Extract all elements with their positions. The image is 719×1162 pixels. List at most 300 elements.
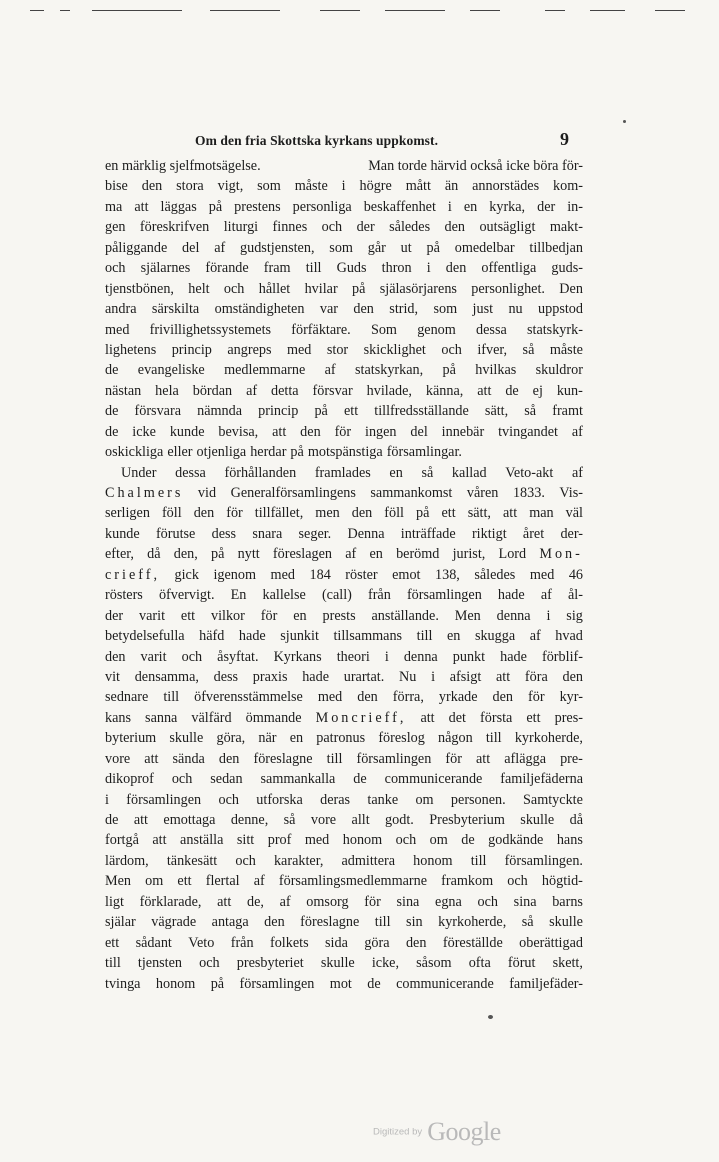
text-line [105,422,583,442]
text-word: annorstädes [472,178,540,195]
text-word: gen [105,219,126,236]
text-word: snara [252,525,283,542]
text-word: egna [435,893,462,910]
text-line [105,851,583,871]
text-word: församlingsmedlemmarne [278,873,428,890]
text-word: en [389,464,403,481]
text-word: honom [342,832,383,849]
text-word: Generalförsamlingens [230,485,356,501]
text-word: stora [176,178,204,195]
text-word: oskickliga [105,444,164,461]
text-word: seger. [298,525,332,542]
text-word: som [433,301,458,318]
text-word: våren [466,485,499,501]
text-word: nu [508,301,523,318]
text-word: kyrkoherde, [438,914,507,931]
text-word: att [477,382,492,399]
text-word: föreslagen [272,546,333,563]
text-word: således [474,566,516,583]
text-line [105,974,583,994]
text-word: en märklig sjelfmotsägelse. [105,158,261,174]
text-word: att [152,832,167,849]
text-word: kallad [451,464,487,481]
text-word: sin [406,914,423,931]
text-word: omsorg [306,893,349,910]
text-word: nästan [105,382,142,399]
text-line [105,176,583,196]
text-word: yrkade [438,689,478,706]
text-word: dessa [476,321,507,338]
text-word: 184 [309,566,331,583]
text-word: ej [532,382,543,399]
text-word: En [230,587,247,604]
text-word: tjensten [137,955,183,972]
text-line [105,892,583,912]
text-word: föreskrifven [139,219,210,236]
text-word: karakter, [273,852,324,869]
text-line [105,769,583,789]
text-word: tillfället, [254,505,304,522]
text-word: af [324,362,336,379]
text-word: till [416,628,433,645]
text-word: den [562,668,583,685]
text-word: utforska [256,791,303,808]
text-word: tvingandet [498,423,558,440]
text-line [105,933,583,953]
text-word: communicerande [396,975,494,992]
text-word: den [218,750,240,767]
text-word: den [445,260,467,277]
text-word: någon [438,730,473,747]
text-word: föra [524,668,548,685]
text-word: 46 [568,566,583,583]
text-word: högtid- [541,873,583,890]
text-word: försvar [312,382,353,399]
page-number: 9 [560,129,569,149]
text-word: efter, [105,546,134,563]
text-word: och [223,280,245,297]
text-word: varit [139,607,166,624]
text-word: häfd [199,628,225,645]
text-word: föll [384,505,404,522]
text-line [105,503,583,523]
text-line [105,790,583,810]
text-word: denne, [230,812,269,828]
text-word: helt [188,280,210,297]
text-word: föreslagne [253,750,313,767]
text-word: så [521,914,534,931]
text-word: Kyrkans [273,648,322,665]
text-word: åsyftat. [217,648,259,665]
text-word: tänkesätt [166,852,218,869]
text-word: sig [566,607,583,624]
text-word: emottaga [163,812,216,828]
text-word: till [470,852,487,869]
text-word: offentliga [481,260,537,277]
text-word: emot [392,566,421,583]
text-word: med [105,321,130,338]
text-word: praxis [252,668,288,685]
text-word: sådant [135,934,172,951]
text-word: sida [325,934,348,951]
text-word: prests [322,607,356,624]
text-word: personliga [292,198,352,215]
text-word: framkom [441,873,494,890]
text-word: man [529,505,554,522]
text-word: ett [180,607,196,624]
text-word: förblif- [541,648,583,665]
text-word: detta [271,382,299,399]
text-word: vigt, [217,178,244,195]
text-word: om [145,873,164,890]
text-line [105,544,583,564]
text-word: i [546,607,551,624]
text-word: göra, [216,730,246,747]
text-word: Lord [498,546,527,563]
text-word: kyrka, [489,198,526,215]
text-word: ömmande [245,709,302,726]
text-word: från [367,587,391,604]
text-word: och [105,260,126,277]
text-word: kom- [553,178,583,195]
text-word: sätt, [467,505,491,522]
text-word: de [105,423,119,440]
text-word: af [253,873,265,890]
text-word: föreslog [378,730,425,747]
text-word: genom [417,321,456,338]
text-line [105,585,583,605]
text-word: de [505,382,519,399]
text-word: röster [345,566,378,583]
text-word: familjefäderna [500,771,583,788]
text-word: crieff, [105,566,160,583]
text-word: i [384,648,389,665]
text-line [105,360,583,380]
text-word: der [537,198,556,215]
text-word: själar [105,914,136,931]
text-line [105,238,583,258]
text-word: förra, [392,689,424,706]
text-word: otjenliga [196,444,247,461]
text-word: motspänstiga [307,444,383,461]
text-word: och [477,893,498,910]
text-word: barns [552,893,583,910]
text-word: frivillighetssystemets [149,321,272,338]
text-line [105,258,583,278]
text-word: i [447,198,452,215]
text-word: vägrade [151,914,197,931]
text-word: urartat. [343,668,385,685]
text-word: af [571,464,583,481]
text-word: rösters [105,587,143,604]
text-word: framlades [314,464,371,481]
text-word: beskaffenhet [363,198,436,215]
text-word: den [353,301,374,318]
text-word: ifver, [477,341,508,358]
text-word: för [226,505,243,522]
text-word: Den [559,280,583,297]
text-word: sätt, [484,403,509,420]
text-word: de [105,403,119,420]
text-word: riktigt [471,525,507,542]
text-word: än [444,178,459,195]
text-word: Man torde härvid också icke böra för- [368,158,583,174]
text-word: punkt [452,648,486,665]
text-word: der- [560,525,583,542]
text-word: jurist, [452,546,486,563]
text-word: Veto-akt [505,464,554,481]
text-word: dess [211,525,237,542]
text-word: tillbedjan [529,239,583,256]
text-word: skuldror [535,362,583,379]
text-line [105,708,583,728]
text-line [105,483,583,503]
text-word: ett [526,709,541,726]
text-word: till [105,955,121,972]
text-word: omständigheten [214,301,305,318]
text-word: kunde [169,423,205,440]
text-line [105,647,583,667]
text-word: den [351,505,373,522]
text-word: afsigt [449,668,482,685]
text-word: prestens [234,198,281,215]
text-word: såsom [416,955,452,972]
text-word: på [290,444,304,461]
text-word: Denna [347,525,385,542]
text-word: honom [155,975,196,992]
text-word: dess [213,668,239,685]
text-word: ett [343,403,359,420]
text-word: communicerande [384,771,483,788]
text-word: i [105,791,109,808]
text-word: vore [105,750,131,767]
text-word: så [522,341,535,358]
text-word: den [264,914,285,931]
text-line [105,524,583,544]
text-word: hans [556,832,583,849]
text-line [105,728,583,748]
text-word: församlingen [126,791,202,808]
text-word: de, [246,893,264,910]
text-word: ofta [468,955,491,972]
text-word: den [357,689,378,706]
text-line [105,320,583,340]
text-word: icke [132,423,156,440]
text-word: att [144,750,159,767]
text-word: pres- [554,709,583,726]
text-word: för [334,423,352,440]
text-word: omedelbar [454,239,515,256]
text-word: till [485,730,502,747]
text-word: dessa [175,464,206,481]
text-word: ut [400,239,412,256]
text-line [105,912,583,932]
text-word: kans [105,709,132,726]
text-line [105,340,583,360]
running-title: Om den fria Skottska kyrkans uppkomst. [195,133,439,148]
watermark-prefix: Digitized by [373,1126,423,1138]
text-word: antaga [211,914,249,931]
text-word: Moncrieff, [315,709,407,726]
text-word: hvilade, [366,382,412,399]
text-line [105,749,583,769]
text-word: tanke [367,791,399,808]
text-word: (call) [321,587,352,604]
text-word: förhållanden [224,464,297,481]
text-line [105,401,583,421]
text-word: den, [173,546,198,563]
text-word: att [217,893,232,910]
text-word: hvad [555,628,583,645]
text-word: till [163,689,180,706]
text-word: församlingen [406,587,482,604]
text-word: herdar [250,444,287,461]
text-word: presbyteriet [236,955,304,972]
text-word: ingen [365,423,397,440]
text-word: statskyrkan, [355,362,424,379]
text-word: särskilta [151,301,200,318]
text-word: i [431,668,436,685]
text-line [105,299,583,319]
text-word: der [105,607,124,624]
text-word: Samtyckte [523,791,583,808]
text-word: betydelsefulla [105,628,185,645]
text-word: skulle [320,955,355,972]
text-word: själarnes [140,260,191,277]
text-word: Som [370,321,397,338]
text-word: af [279,893,291,910]
text-word: Nu [399,668,417,685]
text-word: Men [105,873,132,890]
text-word: familjefäder- [509,975,583,992]
text-word: en [369,546,383,563]
text-word: med [286,341,312,358]
text-word: den [141,178,163,195]
text-word: och [507,873,528,890]
text-word: för [260,607,278,624]
text-word: när [258,730,277,747]
text-word: mått [405,178,431,195]
text-word: så [421,464,434,481]
text-word: gudstjensten, [240,239,315,256]
text-word: församlingen. [504,852,583,869]
text-word: en [463,198,478,215]
text-word: att [133,812,148,828]
text-word: en [446,628,461,645]
text-word: sammankomst [370,485,453,501]
text-word: ett [105,934,120,951]
text-word: på [416,505,430,522]
text-word: sjunkit [280,628,319,645]
text-word: just [472,301,494,318]
text-word: förut [507,955,536,972]
text-word: hade [302,668,329,685]
text-word: 138, [435,566,460,583]
text-word: går [367,239,386,256]
text-word: på [208,198,223,215]
text-word: och [321,219,343,236]
text-word: att [134,198,149,215]
text-word: men [315,505,340,522]
text-word: tjenstbönen, [105,280,174,297]
text-word: med [270,566,295,583]
text-word: väl [565,505,583,522]
text-word: sända [172,750,205,767]
text-line [105,667,583,687]
text-line [105,156,583,176]
text-word: på [314,403,328,420]
text-word: då [569,812,583,828]
text-word: skulle [169,730,204,747]
text-word: själasörjarens [379,280,457,297]
text-word: fortgå [105,832,139,849]
text-word: medlemmarne [224,362,306,379]
text-word: de [105,362,119,379]
text-word: församlingar. [386,444,462,461]
text-word: folkets [269,934,309,951]
text-word: Men [454,607,481,624]
text-word: den [405,934,427,951]
text-word: pre- [560,750,583,767]
text-word: icke, [371,955,400,972]
text-word: om [429,832,448,849]
text-line [105,381,583,401]
text-word: öfvervigt. [158,587,215,604]
text-word: Veto [188,934,215,951]
text-word: välfärd [191,709,232,726]
text-word: och [235,852,256,869]
text-word: med [304,832,330,849]
text-word: så [524,403,537,420]
text-word: ligt [105,893,124,910]
text-word: skicklighet [363,341,426,358]
text-word: personlighet. [471,280,545,297]
text-word: sitt [236,832,255,849]
text-word: tillsammans [333,628,403,645]
text-word: då [147,546,161,563]
text-word: påliggande [105,239,168,256]
text-line [105,197,583,217]
text-word: kallelse [262,587,306,604]
text-word: princip [258,403,299,420]
text-word: öfverensstämmelse [194,689,303,706]
text-word: denna [496,607,531,624]
text-word: nytt [237,546,260,563]
text-word: af [214,239,226,256]
text-word: den [444,219,466,236]
text-word: uppstod [538,301,583,318]
text-word: skett, [552,955,583,972]
text-word: de [105,812,119,828]
text-word: hade [238,628,266,645]
text-word: hela [155,382,179,399]
text-word: förklarade, [139,893,202,910]
text-word: den [492,689,514,706]
text-word: oberättigad [519,934,583,951]
text-word: kunde [105,525,140,542]
text-word: fram [263,260,291,277]
text-word: innebär [441,423,485,440]
text-line [105,830,583,850]
text-word: statskyrk- [526,321,583,338]
text-word: så [283,812,296,828]
text-word: vilkor [210,607,245,624]
text-word: eller [167,444,193,461]
text-word: skugga [474,628,516,645]
text-word: hade [497,587,525,604]
text-word: om [415,791,434,808]
text-word: Vis- [559,485,583,501]
